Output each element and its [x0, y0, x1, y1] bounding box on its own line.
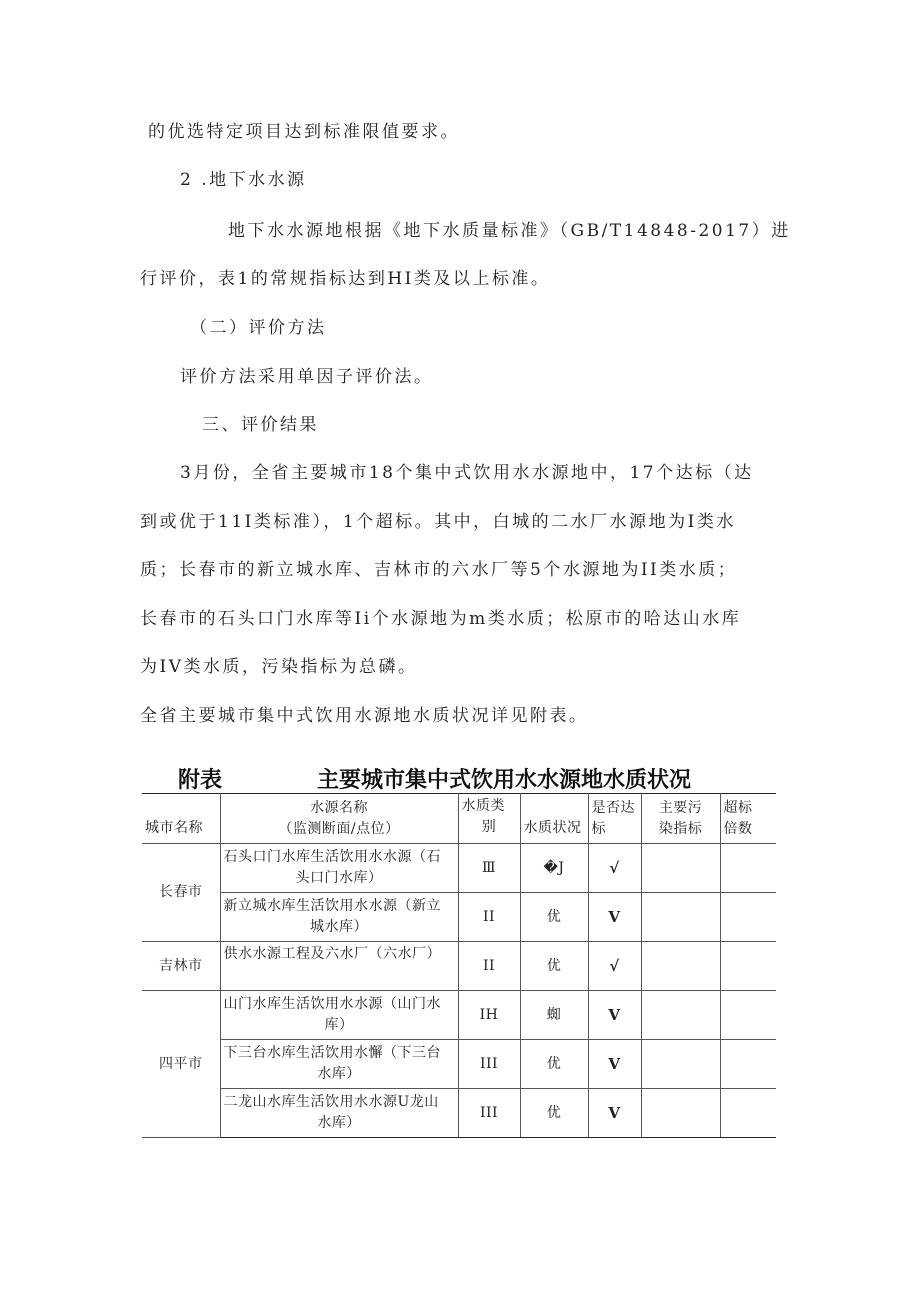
cell-source-name: 山门水库生活饮用水水源（山门水 库） [220, 991, 458, 1040]
water-quality-table [142, 793, 776, 1138]
cell-class: II [458, 942, 520, 991]
paragraph-line: 3月份，全省主要城市18个集中式饮用水水源地中，17个达标（达 [180, 463, 754, 483]
cell-status: 优 [520, 942, 588, 991]
table-row [142, 942, 776, 991]
cell-source-name: 二龙山水库生活饮用水水源U龙山 水库） [220, 1089, 458, 1138]
cell-exceed [720, 991, 776, 1040]
section-heading-results: 三、评价结果 [202, 415, 319, 435]
paragraph-line: 质；长春市的新立城水库、吉林市的六水厂等5个水源地为II类水质； [140, 560, 738, 580]
cell-status: 优 [520, 1089, 588, 1138]
table-row [142, 844, 776, 893]
header-compliant: 是否达 标 [588, 794, 641, 844]
cell-compliant: V [588, 893, 641, 942]
cell-pollutant [641, 1040, 720, 1089]
table-row [142, 893, 776, 942]
cell-status: 优 [520, 1040, 588, 1089]
cell-city: 四平市 [142, 991, 220, 1138]
section-heading-method: （二）评价方法 [190, 318, 327, 338]
cell-compliant: √ [588, 844, 641, 893]
header-source-name: 水源名称 （监测断面/点位） [220, 794, 458, 844]
table-row [142, 991, 776, 1040]
paragraph-line: 为IV类水质，污染指标为总磷。 [140, 657, 418, 677]
header-status: 水质状况 [520, 794, 588, 844]
cell-city: 长春市 [142, 844, 220, 942]
cell-pollutant [641, 844, 720, 893]
table-label: 附表 [178, 768, 223, 793]
cell-source-name: 新立城水库生活饮用水水源（新立 城水库） [220, 893, 458, 942]
paragraph-line: 长春市的石头口门水库等Ii个水源地为m类水质；松原市的哈达山水库 [140, 609, 742, 629]
cell-status: �J [520, 844, 588, 893]
cell-class: II [458, 893, 520, 942]
cell-compliant: V [588, 1040, 641, 1089]
table-row [142, 1089, 776, 1138]
cell-status: 蜘 [520, 991, 588, 1040]
paragraph-line: 的优选特定项目达到标准限值要求。 [148, 122, 460, 142]
header-class: 水质类 别 [458, 794, 520, 844]
cell-class: III [458, 1089, 520, 1138]
cell-city: 吉林市 [142, 942, 220, 991]
cell-compliant: V [588, 991, 641, 1040]
cell-status: 优 [520, 893, 588, 942]
cell-exceed [720, 1040, 776, 1089]
table-title: 主要城市集中式饮用水水源地水质状况 [317, 768, 692, 793]
header-city: 城市名称 [142, 794, 220, 844]
paragraph-line: 评价方法采用单因子评价法。 [180, 367, 434, 387]
cell-exceed [720, 942, 776, 991]
table-header-row [142, 794, 776, 844]
section-heading-groundwater: 2 .地下水水源 [180, 170, 307, 190]
paragraph-line: 行评价，表1的常规指标达到HI类及以上标准。 [140, 269, 551, 289]
cell-pollutant [641, 1089, 720, 1138]
cell-source-name: 石头口门水库生活饮用水水源（石 头口门水库） [220, 844, 458, 893]
paragraph-line: 到或优于11I类标准），1个超标。其中，白城的二水厂水源地为I类水 [140, 512, 736, 532]
cell-class: III [458, 1040, 520, 1089]
paragraph-line: 地下水水源地根据《地下水质量标准》（GB/T14848-2017）进 [228, 221, 791, 241]
cell-compliant: √ [588, 942, 641, 991]
cell-class: Ⅲ [458, 844, 520, 893]
cell-exceed [720, 844, 776, 893]
table-row [142, 1040, 776, 1089]
cell-exceed [720, 893, 776, 942]
cell-source-name: 下三台水库生活饮用水懈（下三台 水库） [220, 1040, 458, 1089]
cell-exceed [720, 1089, 776, 1138]
cell-pollutant [641, 942, 720, 991]
cell-class: IH [458, 991, 520, 1040]
cell-source-name: 供水水源工程及六水厂（六水厂） [220, 942, 458, 991]
cell-pollutant [641, 991, 720, 1040]
cell-compliant: V [588, 1089, 641, 1138]
cell-pollutant [641, 893, 720, 942]
header-exceed: 超标 倍数 [720, 794, 776, 844]
header-pollutant: 主要污 染指标 [641, 794, 720, 844]
paragraph-line: 全省主要城市集中式饮用水源地水质状况详见附表。 [140, 706, 589, 726]
